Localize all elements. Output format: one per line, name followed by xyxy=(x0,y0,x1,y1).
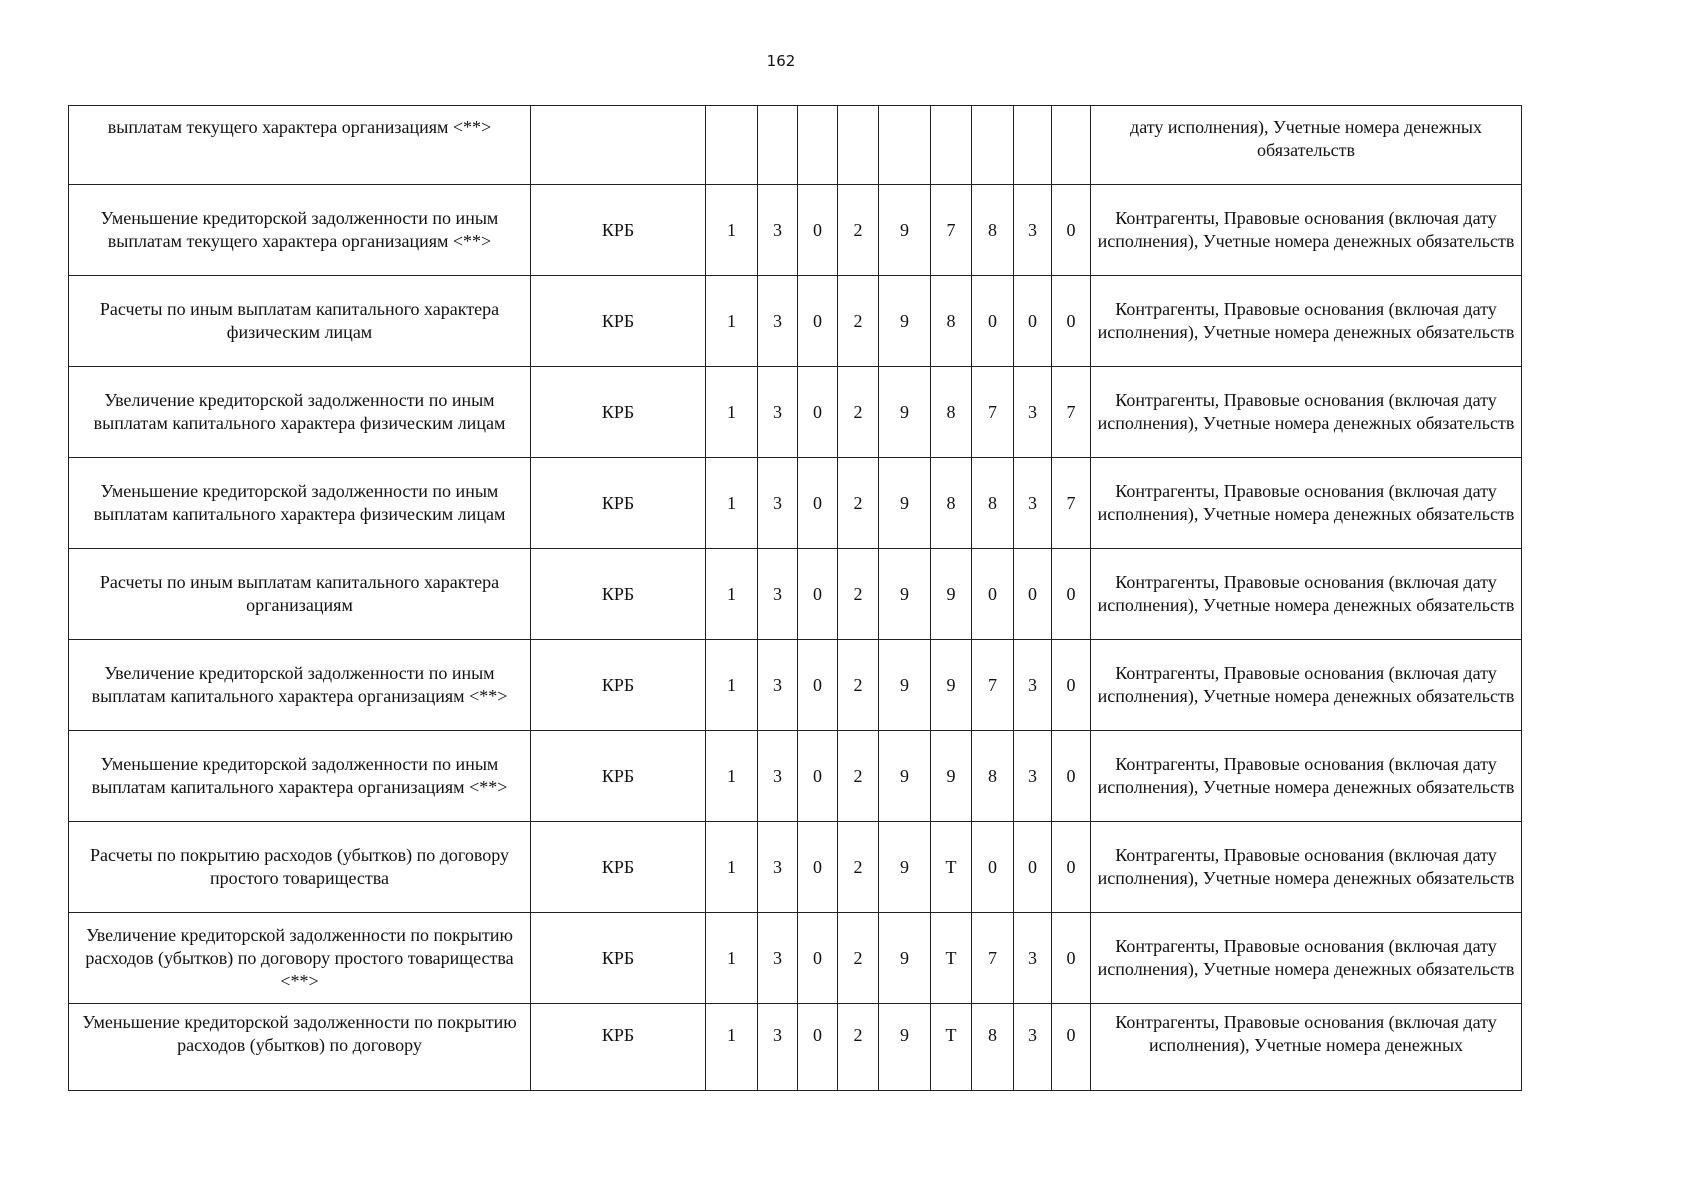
code-digit-cell: 8 xyxy=(931,276,972,367)
code-digit-cell: 9 xyxy=(931,549,972,640)
code-digit-cell: 3 xyxy=(1014,913,1052,1004)
account-name-cell: Уменьшение кредиторской задолженности по иным выплатам капитального характера физическим лицам xyxy=(69,458,531,549)
code-digit-cell: 9 xyxy=(879,640,931,731)
code-digit-cell: 0 xyxy=(798,913,838,1004)
code-digit-cell: Т xyxy=(931,822,972,913)
code-digit-cell: 1 xyxy=(706,458,758,549)
code-digit-cell: 0 xyxy=(798,185,838,276)
analytics-cell: Контрагенты, Правовые основания (включая дату исполнения), Учетные номера денежных обязательств xyxy=(1091,913,1522,1004)
account-name-cell: Уменьшение кредиторской задолженности по иным выплатам капитального характера организациям <**> xyxy=(69,731,531,822)
table-row xyxy=(69,822,1522,913)
code-digit-cell: 0 xyxy=(972,549,1014,640)
account-name-cell: Расчеты по покрытию расходов (убытков) по договору простого товарищества xyxy=(69,822,531,913)
code-digit-cell: 8 xyxy=(972,731,1014,822)
code-digit-cell: 9 xyxy=(879,822,931,913)
analytics-cell: дату исполнения), Учетные номера денежных обязательств xyxy=(1091,106,1522,185)
code-digit-cell: 2 xyxy=(838,185,879,276)
account-name-cell: Уменьшение кредиторской задолженности по покрытию расходов (убытков) по договору xyxy=(69,1004,531,1091)
code-digit-cell: 1 xyxy=(706,185,758,276)
accounts-table xyxy=(68,105,1522,1091)
table-row xyxy=(69,367,1522,458)
code-digit-cell: 7 xyxy=(931,185,972,276)
code-digit-cell: 7 xyxy=(972,913,1014,1004)
code-digit-cell: 0 xyxy=(1014,822,1052,913)
code-digit-cell: 2 xyxy=(838,1004,879,1091)
code-digit-cell: 7 xyxy=(1052,367,1091,458)
code-digit-cell: 3 xyxy=(758,1004,798,1091)
code-digit-cell: 1 xyxy=(706,822,758,913)
code-digit-cell: 0 xyxy=(798,640,838,731)
code-digit-cell: 0 xyxy=(1052,276,1091,367)
analytics-cell: Контрагенты, Правовые основания (включая дату исполнения), Учетные номера денежных xyxy=(1091,1004,1522,1091)
account-name-cell: Расчеты по иным выплатам капитального характера организациям xyxy=(69,549,531,640)
account-name-cell: Увеличение кредиторской задолженности по покрытию расходов (убытков) по договору простого товарищества <**> xyxy=(69,913,531,1004)
code-digit-cell: 0 xyxy=(1052,185,1091,276)
account-type-cell: КРБ xyxy=(531,276,706,367)
account-type-cell: КРБ xyxy=(531,1004,706,1091)
code-digit-cell: Т xyxy=(931,913,972,1004)
account-name-cell: Увеличение кредиторской задолженности по иным выплатам капитального характера организациям <**> xyxy=(69,640,531,731)
code-digit-cell: 3 xyxy=(1014,458,1052,549)
code-digit-cell: 1 xyxy=(706,640,758,731)
analytics-cell: Контрагенты, Правовые основания (включая дату исполнения), Учетные номера денежных обязательств xyxy=(1091,185,1522,276)
code-digit-cell: 2 xyxy=(838,731,879,822)
code-digit-cell: 7 xyxy=(972,367,1014,458)
code-digit-cell: 0 xyxy=(798,1004,838,1091)
code-digit-cell: 2 xyxy=(838,640,879,731)
code-digit-cell: 0 xyxy=(972,822,1014,913)
code-digit-cell: 3 xyxy=(1014,367,1052,458)
code-digit-cell: 3 xyxy=(758,913,798,1004)
code-digit-cell: 3 xyxy=(758,731,798,822)
code-digit-cell: 0 xyxy=(1052,913,1091,1004)
code-digit-cell: 1 xyxy=(706,367,758,458)
code-digit-cell xyxy=(931,106,972,185)
table-row xyxy=(69,913,1522,1004)
code-digit-cell: 0 xyxy=(1052,1004,1091,1091)
account-type-cell: КРБ xyxy=(531,731,706,822)
table-row xyxy=(69,640,1522,731)
code-digit-cell: 7 xyxy=(1052,458,1091,549)
account-type-cell: КРБ xyxy=(531,185,706,276)
code-digit-cell: 0 xyxy=(1052,731,1091,822)
account-type-cell: КРБ xyxy=(531,822,706,913)
table-row xyxy=(69,185,1522,276)
code-digit-cell: 1 xyxy=(706,276,758,367)
analytics-cell: Контрагенты, Правовые основания (включая дату исполнения), Учетные номера денежных обязательств xyxy=(1091,458,1522,549)
account-type-cell xyxy=(531,106,706,185)
code-digit-cell: 3 xyxy=(758,640,798,731)
code-digit-cell: 9 xyxy=(879,276,931,367)
table-row xyxy=(69,549,1522,640)
code-digit-cell: 0 xyxy=(1052,549,1091,640)
code-digit-cell xyxy=(1052,106,1091,185)
code-digit-cell: 1 xyxy=(706,549,758,640)
code-digit-cell: 0 xyxy=(1052,822,1091,913)
account-type-cell: КРБ xyxy=(531,549,706,640)
code-digit-cell: 3 xyxy=(758,367,798,458)
analytics-cell: Контрагенты, Правовые основания (включая дату исполнения), Учетные номера денежных обязательств xyxy=(1091,276,1522,367)
analytics-cell: Контрагенты, Правовые основания (включая дату исполнения), Учетные номера денежных обязательств xyxy=(1091,367,1522,458)
table-row xyxy=(69,1004,1522,1091)
code-digit-cell: 2 xyxy=(838,367,879,458)
account-name-cell: Расчеты по иным выплатам капитального характера физическим лицам xyxy=(69,276,531,367)
code-digit-cell: 2 xyxy=(838,822,879,913)
code-digit-cell: 0 xyxy=(1014,549,1052,640)
code-digit-cell: 2 xyxy=(838,276,879,367)
analytics-cell: Контрагенты, Правовые основания (включая дату исполнения), Учетные номера денежных обязательств xyxy=(1091,731,1522,822)
code-digit-cell: 7 xyxy=(972,640,1014,731)
code-digit-cell: 0 xyxy=(1052,640,1091,731)
code-digit-cell: 3 xyxy=(758,458,798,549)
account-type-cell: КРБ xyxy=(531,458,706,549)
code-digit-cell: 0 xyxy=(798,822,838,913)
code-digit-cell: 9 xyxy=(879,913,931,1004)
code-digit-cell xyxy=(798,106,838,185)
code-digit-cell: Т xyxy=(931,1004,972,1091)
code-digit-cell: 0 xyxy=(798,549,838,640)
code-digit-cell: 2 xyxy=(838,913,879,1004)
code-digit-cell: 8 xyxy=(972,1004,1014,1091)
code-digit-cell: 9 xyxy=(879,1004,931,1091)
code-digit-cell xyxy=(758,106,798,185)
code-digit-cell: 0 xyxy=(1014,276,1052,367)
code-digit-cell: 0 xyxy=(798,276,838,367)
analytics-cell: Контрагенты, Правовые основания (включая дату исполнения), Учетные номера денежных обязательств xyxy=(1091,822,1522,913)
code-digit-cell: 0 xyxy=(798,367,838,458)
code-digit-cell: 0 xyxy=(798,458,838,549)
code-digit-cell: 3 xyxy=(758,822,798,913)
code-digit-cell: 2 xyxy=(838,549,879,640)
code-digit-cell: 1 xyxy=(706,731,758,822)
table-row xyxy=(69,106,1522,185)
code-digit-cell: 9 xyxy=(931,640,972,731)
code-digit-cell: 9 xyxy=(879,731,931,822)
code-digit-cell xyxy=(706,106,758,185)
code-digit-cell: 1 xyxy=(706,913,758,1004)
code-digit-cell: 3 xyxy=(1014,1004,1052,1091)
code-digit-cell: 3 xyxy=(1014,640,1052,731)
table-row xyxy=(69,458,1522,549)
account-name-cell: выплатам текущего характера организациям <**> xyxy=(69,106,531,185)
analytics-cell: Контрагенты, Правовые основания (включая дату исполнения), Учетные номера денежных обязательств xyxy=(1091,640,1522,731)
account-name-cell: Увеличение кредиторской задолженности по иным выплатам капитального характера физическим лицам xyxy=(69,367,531,458)
code-digit-cell: 0 xyxy=(798,731,838,822)
code-digit-cell: 0 xyxy=(972,276,1014,367)
code-digit-cell: 3 xyxy=(1014,185,1052,276)
account-type-cell: КРБ xyxy=(531,640,706,731)
code-digit-cell: 1 xyxy=(706,1004,758,1091)
code-digit-cell: 9 xyxy=(879,549,931,640)
code-digit-cell xyxy=(972,106,1014,185)
code-digit-cell: 8 xyxy=(972,185,1014,276)
code-digit-cell: 9 xyxy=(879,185,931,276)
account-name-cell: Уменьшение кредиторской задолженности по иным выплатам текущего характера организациям <**> xyxy=(69,185,531,276)
code-digit-cell: 8 xyxy=(931,458,972,549)
analytics-cell: Контрагенты, Правовые основания (включая дату исполнения), Учетные номера денежных обязательств xyxy=(1091,549,1522,640)
table-body xyxy=(69,106,1522,1091)
code-digit-cell xyxy=(1014,106,1052,185)
code-digit-cell xyxy=(838,106,879,185)
code-digit-cell: 3 xyxy=(1014,731,1052,822)
code-digit-cell: 8 xyxy=(972,458,1014,549)
account-type-cell: КРБ xyxy=(531,913,706,1004)
code-digit-cell: 3 xyxy=(758,185,798,276)
code-digit-cell: 3 xyxy=(758,549,798,640)
code-digit-cell: 9 xyxy=(879,458,931,549)
code-digit-cell: 9 xyxy=(879,367,931,458)
table-row xyxy=(69,731,1522,822)
code-digit-cell: 3 xyxy=(758,276,798,367)
code-digit-cell xyxy=(879,106,931,185)
code-digit-cell: 8 xyxy=(931,367,972,458)
code-digit-cell: 2 xyxy=(838,458,879,549)
table-row xyxy=(69,276,1522,367)
page-number: 162 xyxy=(766,52,796,70)
code-digit-cell: 9 xyxy=(931,731,972,822)
account-type-cell: КРБ xyxy=(531,367,706,458)
